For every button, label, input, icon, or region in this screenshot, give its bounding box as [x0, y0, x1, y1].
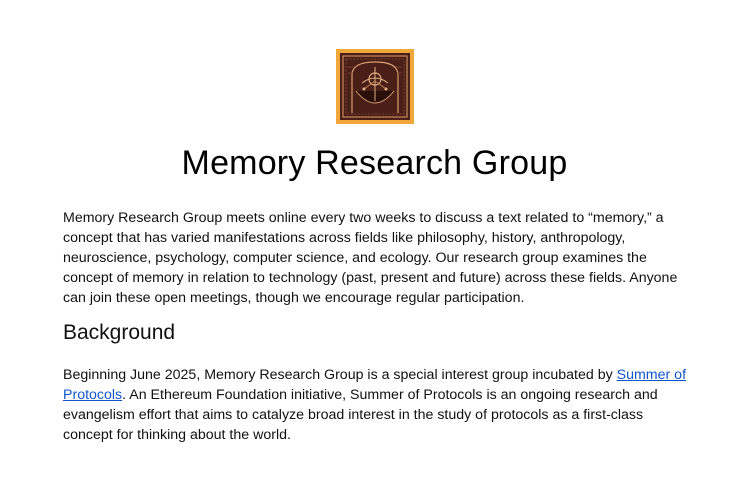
summer-of-protocols-link[interactable]: Summer of Protocols — [63, 367, 687, 403]
intro-paragraph: Memory Research Group meets online every two weeks to discuss a text related to “memory,” a concept that has varied manifestations across fields like philosophy, history, anthropology, neuroscience, psychology, computer science, and ecology. Our research group examines the concept of memory in relation to technology (past, present and future) across these fields. Anyone can join these open meetings, though we encourage regular participation. — [63, 210, 678, 306]
background-paragraph — [63, 365, 693, 445]
logo-emblem — [340, 53, 410, 120]
background-text-start: Beginning June 2025, Memory Research Group is a special interest group incubated by — [63, 367, 617, 383]
background-heading: Background — [63, 321, 176, 344]
background-text-end: . An Ethereum Foundation initiative, Summer of Protocols is an ongoing research and evangelism effort that aims to catalyze broad interest in the study of protocols as a first-class concept for thinking about the world. — [63, 387, 658, 443]
page-title: Memory Research Group — [181, 144, 568, 182]
memory-research-group-logo-icon — [340, 53, 410, 120]
logo — [336, 49, 414, 124]
